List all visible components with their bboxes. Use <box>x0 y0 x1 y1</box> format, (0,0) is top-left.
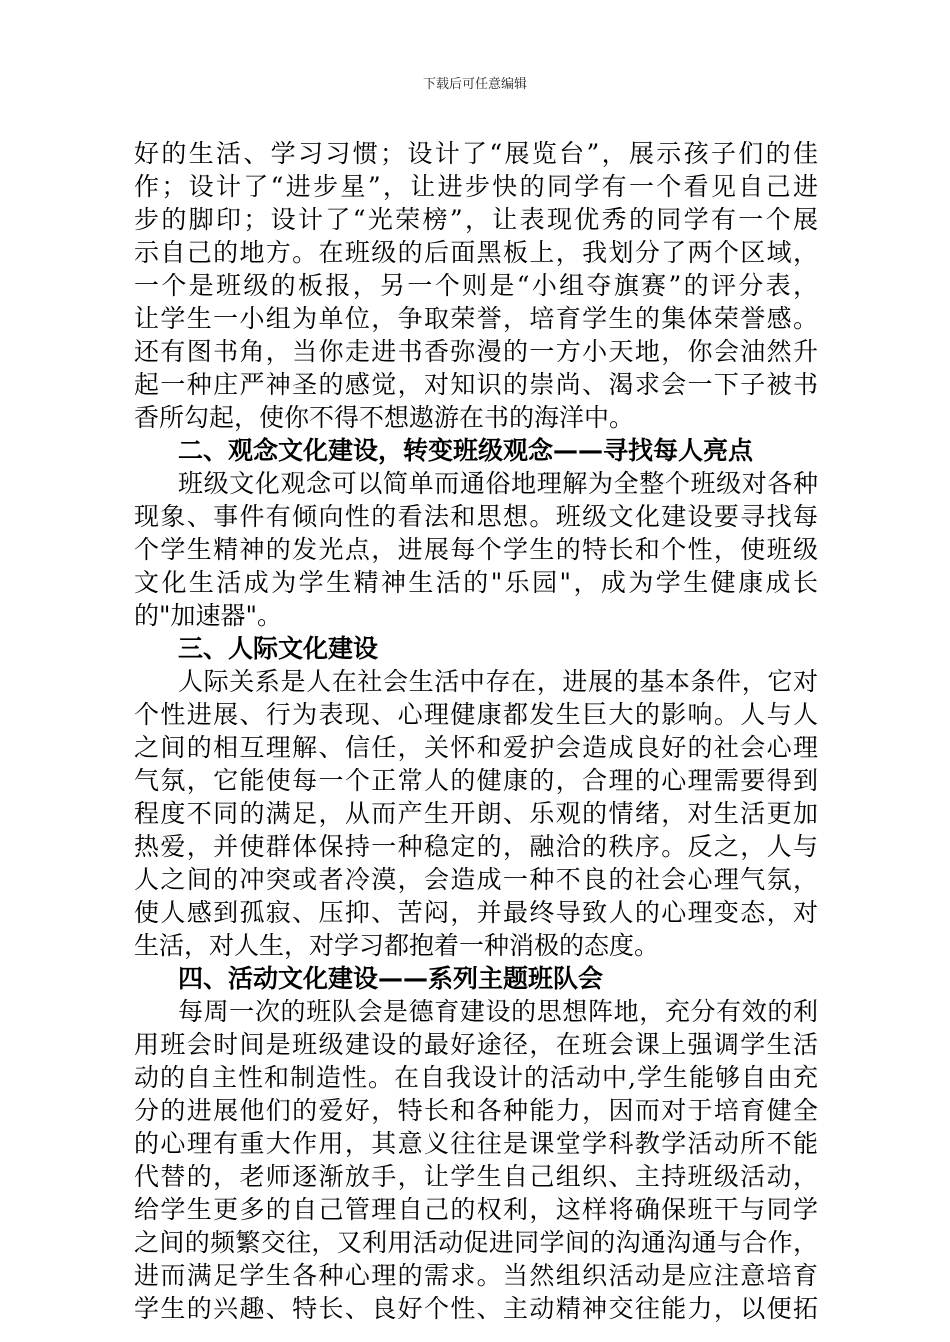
body-line: 代替的，老师逐渐放手，让学生自己组织、主持班级活动， <box>134 1162 818 1191</box>
body-line: 现象、事件有倾向性的看法和思想。班级文化建设要寻找每 <box>134 502 818 531</box>
section-heading: 四、活动文化建设——系列主题班队会 <box>178 964 604 993</box>
body-line: 个性进展、行为表现、心理健康都发生巨大的影响。人与人 <box>134 700 818 729</box>
body-line: 个学生精神的发光点，进展每个学生的特长和个性，使班级 <box>134 535 818 564</box>
body-line: 人际关系是人在社会生活中存在，进展的基本条件，它对 <box>178 667 818 696</box>
body-line: 的"加速器"。 <box>134 601 282 630</box>
body-line: 的心理有重大作用，其意义往往是课堂学科教学活动所不能 <box>134 1129 818 1158</box>
body-line: 使人感到孤寂、压抑、苦闷，并最终导致人的心理变态，对 <box>134 898 818 927</box>
body-line: 热爱，并使群体保持一种稳定的，融洽的秩序。反之，人与 <box>134 832 818 861</box>
body-line: 之间的相互理解、信任，关怀和爱护会造成良好的社会心理 <box>134 733 818 762</box>
page-header-note: 下载后可任意编辑 <box>422 77 527 92</box>
body-line: 气氛，它能使每一个正常人的健康的，合理的心理需要得到 <box>134 766 818 795</box>
body-line: 程度不同的满足，从而产生开朗、乐观的情绪，对生活更加 <box>134 799 818 828</box>
body-line: 作；设计了“进步星”，让进步快的同学有一个看见自己进 <box>134 172 818 201</box>
body-line: 一个是班级的板报，另一个则是“小组夺旗赛”的评分表， <box>134 271 818 300</box>
body-line: 文化生活成为学生精神生活的"乐园"，成为学生健康成长 <box>134 568 818 597</box>
body-line: 好的生活、学习习惯；设计了“展览台”，展示孩子们的佳 <box>134 139 818 168</box>
body-line: 每周一次的班队会是德育建设的思想阵地，充分有效的利 <box>178 997 818 1026</box>
section-heading: 二、观念文化建设，转变班级观念——寻找每人亮点 <box>178 436 754 465</box>
body-line: 香所勾起，使你不得不想遨游在书的海洋中。 <box>134 403 635 432</box>
body-line: 分的进展他们的爱好，特长和各种能力，因而对于培育健全 <box>134 1096 818 1125</box>
body-line: 之间的频繁交往，又利用活动促进同学间的沟通沟通与合作， <box>134 1228 818 1257</box>
document-body <box>134 137 818 1325</box>
body-line: 进而满足学生各种心理的需求。当然组织活动是应注意培育 <box>134 1261 818 1290</box>
body-line: 学生的兴趣、特长、良好个性、主动精神交往能力，以便拓 <box>134 1294 818 1323</box>
body-line: 让学生一小组为单位，争取荣誉，培育学生的集体荣誉感。 <box>134 304 818 333</box>
section-heading: 三、人际文化建设 <box>178 634 379 663</box>
body-line: 步的脚印；设计了“光荣榜”，让表现优秀的同学有一个展 <box>134 205 818 234</box>
body-line: 示自己的地方。在班级的后面黑板上，我划分了两个区域， <box>134 238 818 267</box>
body-line: 还有图书角，当你走进书香弥漫的一方小天地，你会油然升 <box>134 337 818 366</box>
body-line: 班级文化观念可以简单而通俗地理解为全整个班级对各种 <box>178 469 818 498</box>
body-line: 用班会时间是班级建设的最好途径，在班会课上强调学生活 <box>134 1030 818 1059</box>
body-line: 生活，对人生，对学习都抱着一种消极的态度。 <box>134 931 660 960</box>
body-line: 起一种庄严神圣的感觉，对知识的崇尚、渴求会一下子被书 <box>134 370 818 399</box>
body-line: 给学生更多的自己管理自己的权利，这样将确保班干与同学 <box>134 1195 818 1224</box>
body-line: 人之间的冲突或者冷漠，会造成一种不良的社会心理气氛， <box>134 865 818 894</box>
body-line: 动的自主性和制造性。在自我设计的活动中,学生能够自由充 <box>134 1063 818 1092</box>
